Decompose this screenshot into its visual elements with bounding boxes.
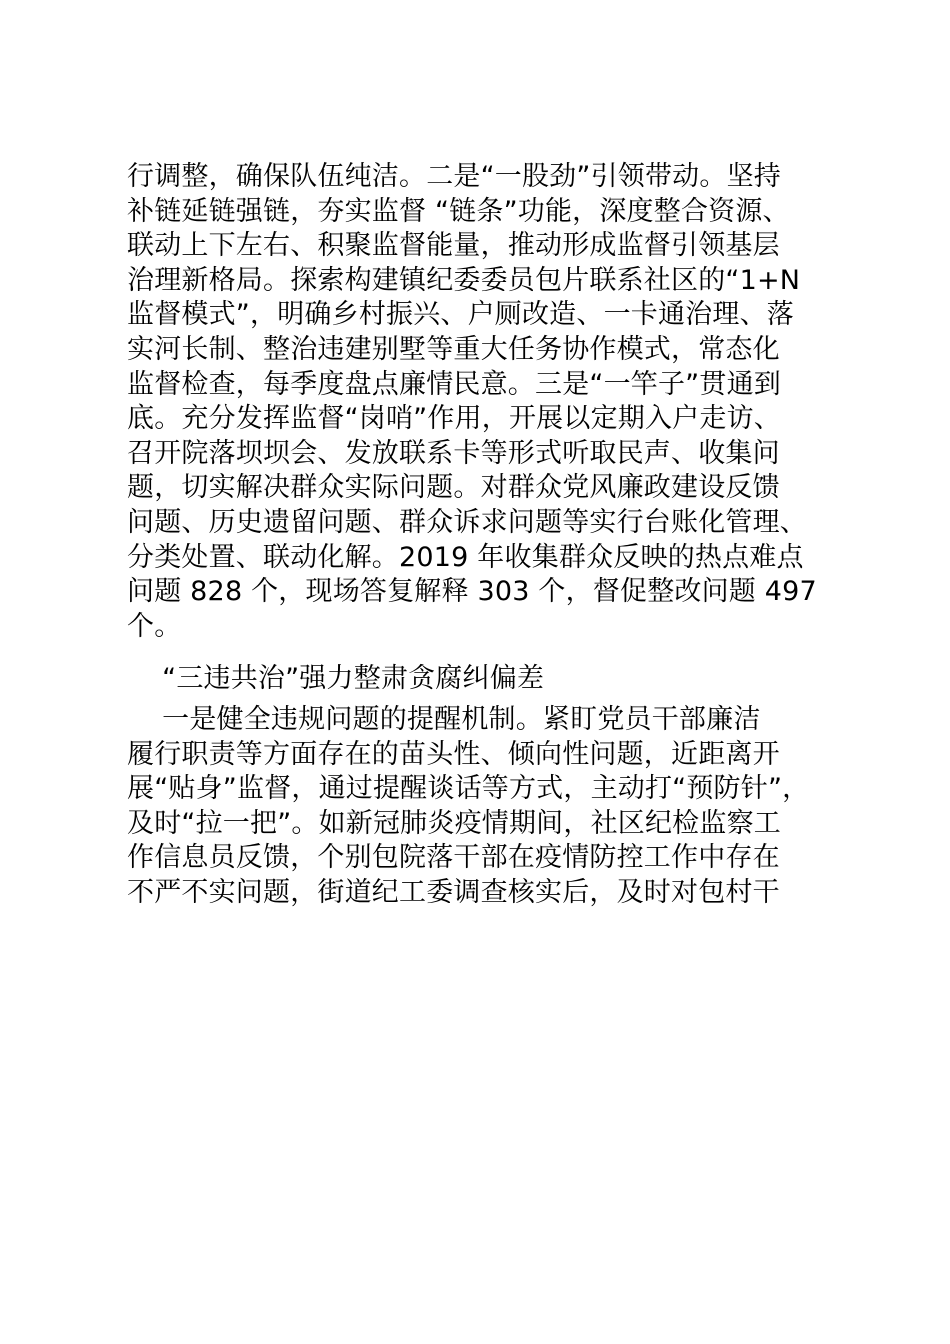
text-line: 作信息员反馈，个别包院落干部在疫情防控工作中存在 [127, 842, 780, 874]
paragraph-1 [127, 160, 827, 644]
section-heading [127, 662, 827, 697]
text-line: 不严不实问题，街道纪工委调查核实后，及时对包村干 [127, 876, 780, 908]
text-line: 监督检查，每季度盘点廉情民意。三是“一竿子”贯通到 [127, 368, 781, 400]
text-line: 及时“拉一把”。如新冠肺炎疫情期间，社区纪检监察工 [127, 807, 781, 839]
text-line: 监督模式”，明确乡村振兴、户厕改造、一卡通治理、落 [127, 299, 794, 331]
text-line: 问题 828 个，现场答复解释 303 个，督促整改问题 497 [127, 576, 817, 608]
text-line: 履行职责等方面存在的苗头性、倾向性问题，近距离开 [127, 738, 780, 770]
text-line: 召开院落坝坝会、发放联系卡等形式听取民声、收集问 [127, 437, 780, 469]
text-line: 题，切实解决群众实际问题。对群众党风廉政建设反馈 [127, 472, 780, 504]
text-line: 补链延链强链，夯实监督 “链条”功能，深度整合资源、 [127, 195, 790, 227]
text-line: 联动上下左右、积聚监督能量，推动形成监督引领基层 [127, 230, 780, 262]
text-line: 实河长制、整治违建别墅等重大任务协作模式，常态化 [127, 333, 780, 365]
text-line: 问题、历史遗留问题、群众诉求问题等实行台账化管理、 [127, 506, 807, 538]
text-line: 个。 [127, 610, 182, 642]
text-line: 一是健全违规问题的提醒机制。紧盯党员干部廉洁 [127, 704, 761, 735]
text-line: 展“贴身”监督，通过提醒谈话等方式，主动打“预防针”， [127, 773, 810, 805]
text-line: 行调整，确保队伍纯洁。二是“一股劲”引领带动。坚持 [127, 161, 781, 192]
text-line: 治理新格局。探索构建镇纪委委员包片联系社区的“1+N [127, 264, 801, 296]
text-line: 底。充分发挥监督“岗哨”作用，开展以定期入户走访、 [127, 403, 781, 435]
paragraph-2 [127, 703, 827, 911]
text-line: 分类处置、联动化解。2019 年收集群众反映的热点难点 [127, 541, 804, 573]
section-heading-text: “三违共治”强力整肃贪腐纠偏差 [127, 663, 545, 694]
